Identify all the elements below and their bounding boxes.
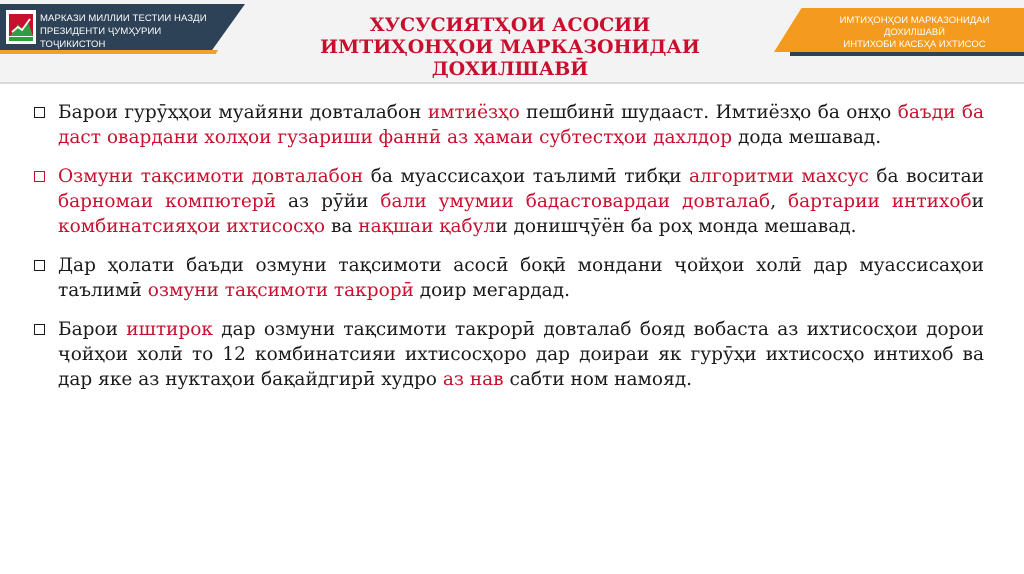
paragraph-text: Барои <box>58 319 127 340</box>
organization-name <box>40 12 225 51</box>
section-badge-text <box>812 15 1017 51</box>
highlighted-text: иштирок <box>126 319 213 340</box>
paragraph-text: Дар ҳолати баъди озмуни тақсимоти асосӣ боқӣ мондани ҷойҳои холӣ дар муассисаҳои таълимӣ <box>58 255 984 301</box>
section-badge-stripe <box>790 52 1024 56</box>
highlighted-text: баъди ба даст овардани холҳои гузариши фаннӣ аз ҳамаи субтестҳои дахлдор <box>58 102 984 148</box>
highlighted-text: нақшаи қабул <box>358 216 496 237</box>
paragraph-text: ба воситаи <box>868 166 984 187</box>
highlighted-text: комбинатсияҳои ихтисосҳо <box>58 216 326 237</box>
square-bullet-icon <box>34 260 45 271</box>
organization-name-line2: ПРЕЗИДЕНТИ ҶУМҲУРИИ ТОҶИКИСТОН <box>40 26 162 50</box>
paragraph-text: и <box>971 191 985 212</box>
paragraph-text: сабти ном намояд. <box>503 369 693 390</box>
section-badge-line1: ИМТИҲОНҲОИ МАРКАЗОНИДАИ ДОХИЛШАВӢ <box>839 15 990 38</box>
organization-name-line1: МАРКАЗИ МИЛЛИИ ТЕСТИИ НАЗДИ <box>40 13 207 24</box>
paragraph-text: пешбинӣ шудааст. Имтиёзҳо ба онҳо <box>519 102 898 123</box>
square-bullet-icon <box>34 324 45 335</box>
header-divider <box>0 82 1024 84</box>
highlighted-text: алгоритми махсус <box>689 166 869 187</box>
highlighted-text: аз нав <box>442 369 504 390</box>
organization-logo-icon <box>6 10 36 44</box>
section-badge-line2: ИНТИХОБИ КАСБҲА ИХТИСОС <box>843 39 986 50</box>
bullet-paragraph <box>34 100 984 150</box>
page-title <box>250 14 770 80</box>
paragraph-text: и донишҷӯён ба роҳ монда мешавад. <box>495 216 857 237</box>
square-bullet-icon <box>34 107 45 118</box>
paragraph-text: дар озмуни тақсимоти такрорӣ довталаб бояд вобаста аз ихтисосҳои дорои ҷойҳои холӣ то 12 комбинатсияи ихтисосҳоро дар доираи як гурӯҳи ихтисосҳо интихоб ва дар яке аз нуктаҳои бақайдгирӣ худро <box>58 319 984 390</box>
paragraph-text: аз рӯйи <box>276 191 381 212</box>
paragraph-text: , <box>770 191 789 212</box>
highlighted-text: озмуни тақсимоти такрорӣ <box>147 280 414 301</box>
paragraph-text: ва <box>325 216 359 237</box>
highlighted-text: бартарии интихоб <box>788 191 972 212</box>
page-title-line1: ХУСУСИЯТҲОИ АСОСИИ <box>369 14 651 36</box>
paragraph-text: дода мешавад. <box>732 127 882 148</box>
bullet-paragraph <box>34 317 984 392</box>
square-bullet-icon <box>34 171 45 182</box>
page-title-line2: ИМТИҲОНҲОИ МАРКАЗОНИДАИ ДОХИЛШАВӢ <box>320 36 700 80</box>
bullet-paragraph <box>34 253 984 303</box>
highlighted-text: барномаи компютерӣ <box>58 191 277 212</box>
highlighted-text: имтиёзҳо <box>427 102 520 123</box>
paragraph-text: ба муассисаҳои таълимӣ тибқи <box>363 166 690 187</box>
paragraph-text: Барои гурӯҳҳои муайяни довталабон <box>58 102 428 123</box>
highlighted-text: бали умумии бадастовардаи довталаб <box>380 191 771 212</box>
highlighted-text: Озмуни тақсимоти довталабон <box>58 166 364 187</box>
bullet-list <box>34 100 984 406</box>
paragraph-text: доир мегардад. <box>413 280 570 301</box>
bullet-paragraph <box>34 164 984 239</box>
